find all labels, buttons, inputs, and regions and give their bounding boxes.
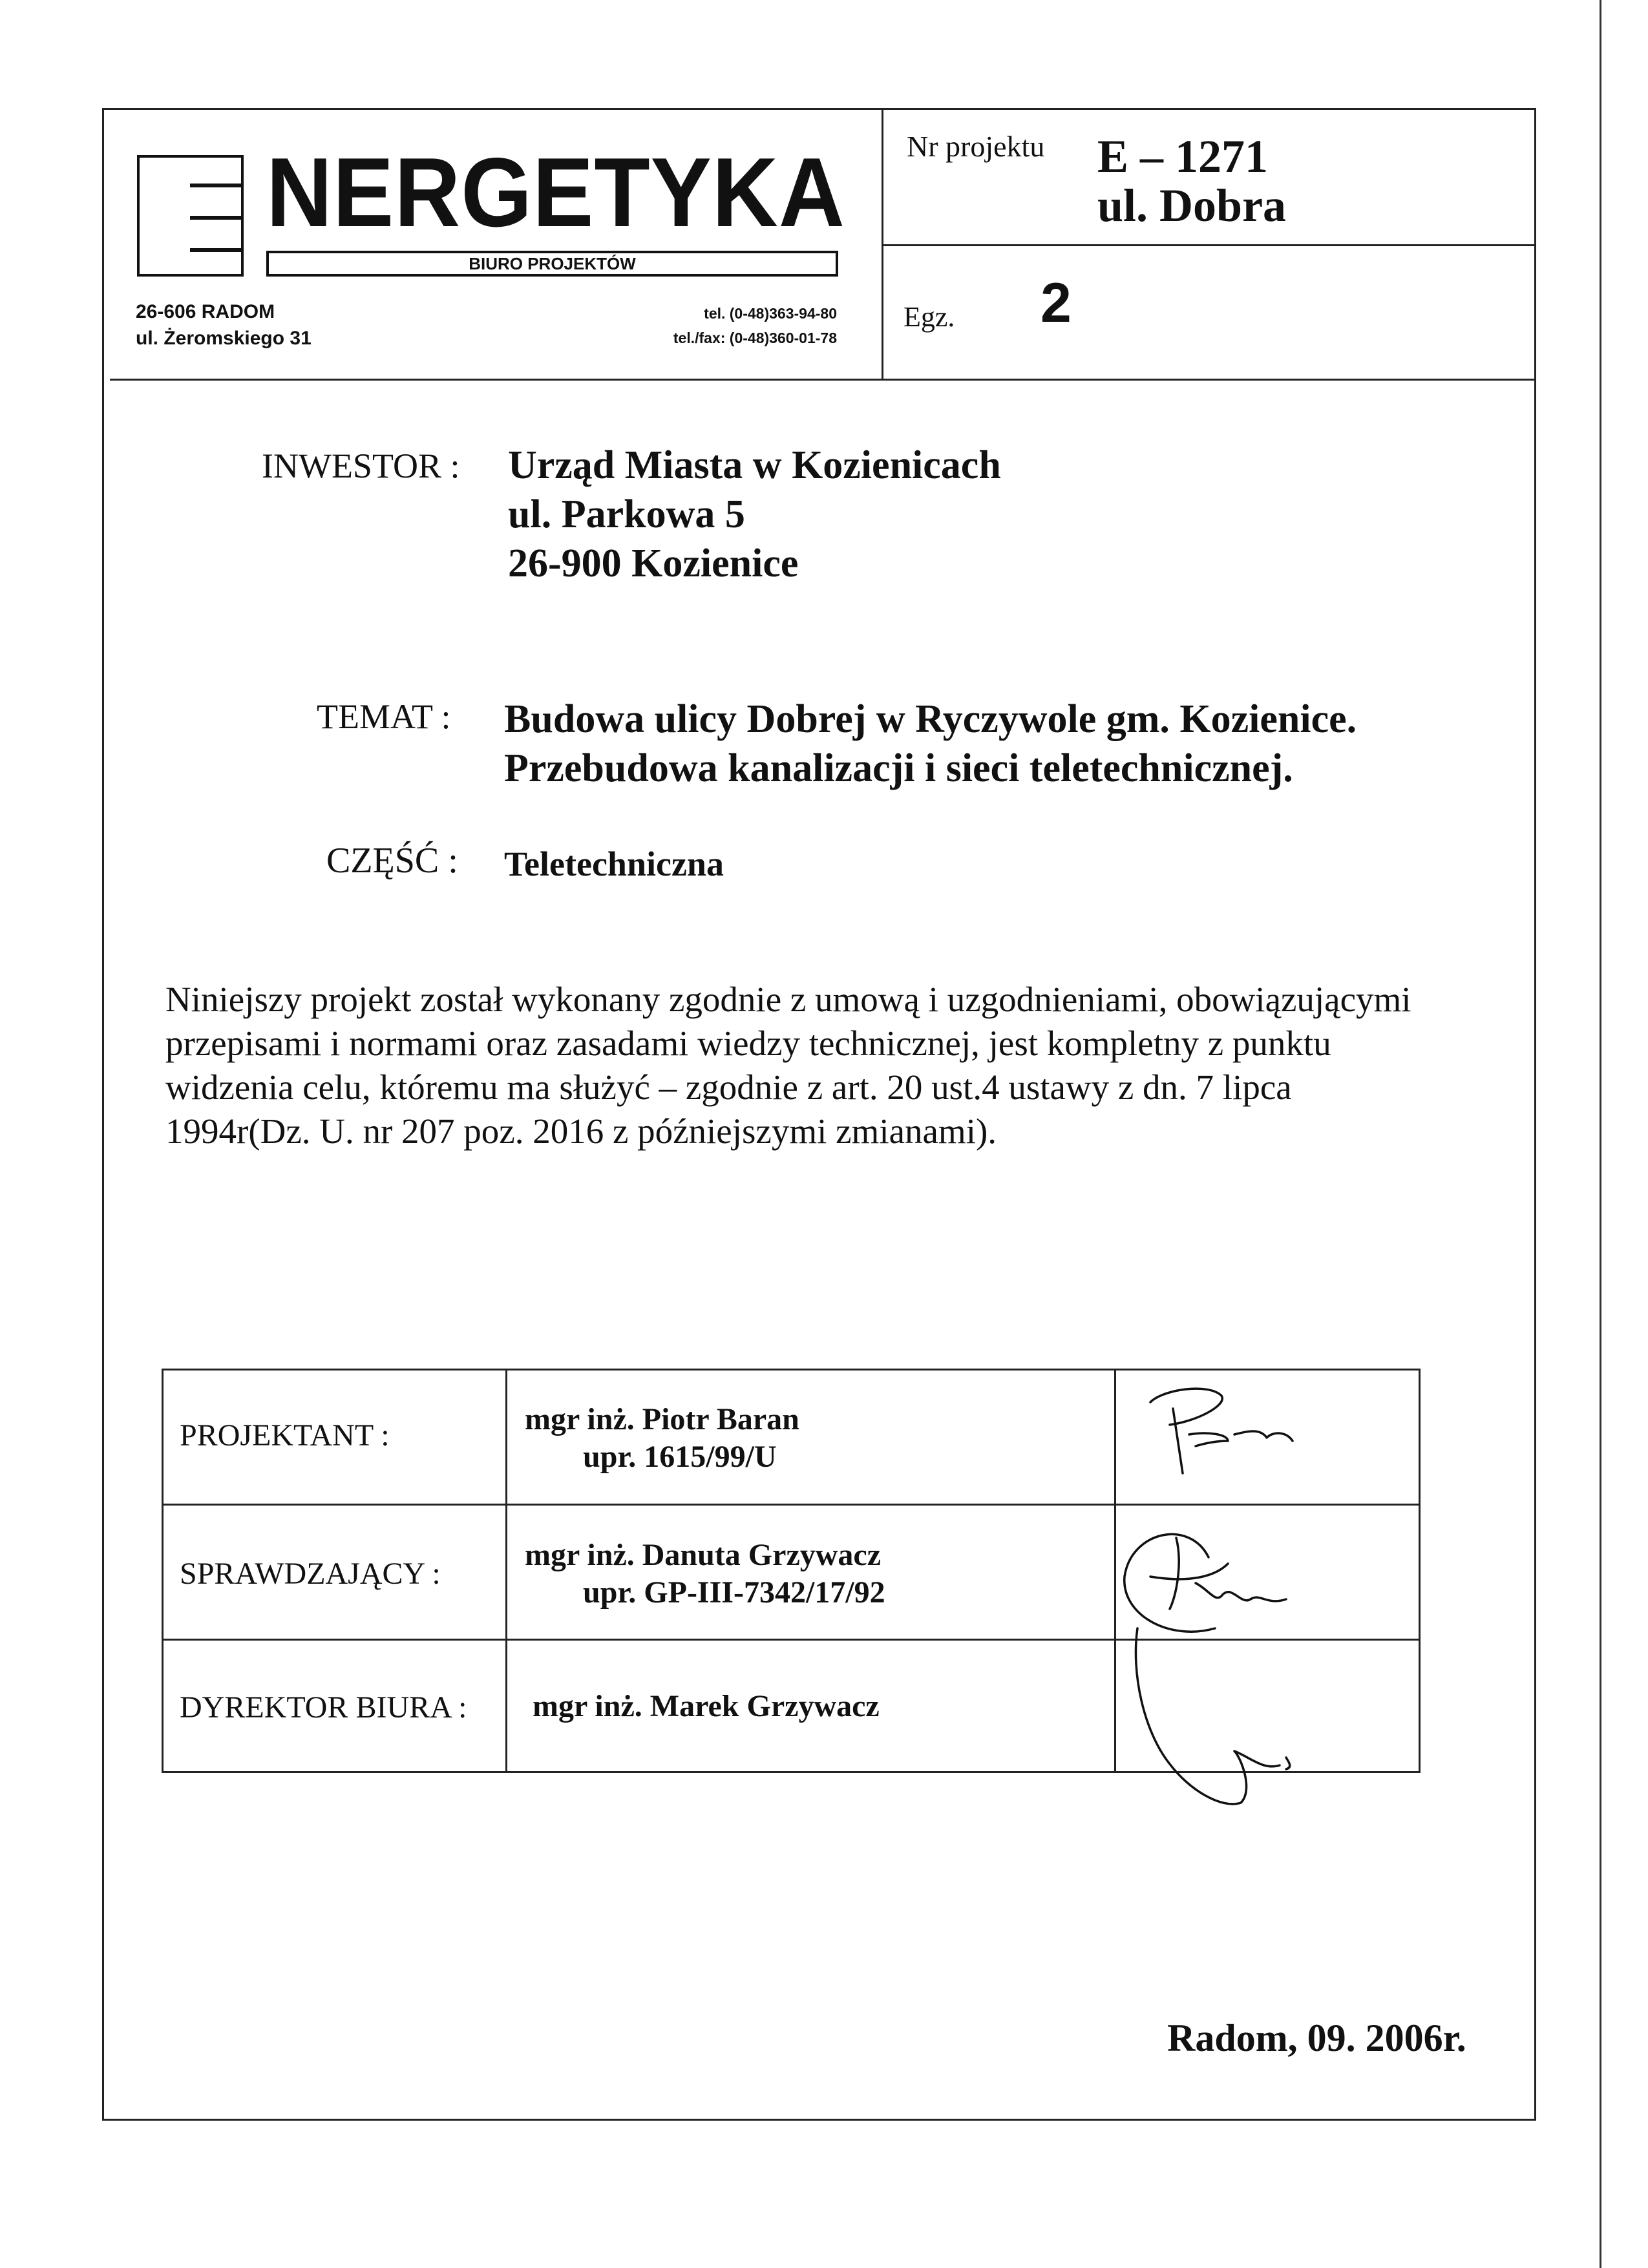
investor-label: INWESTOR : — [262, 446, 460, 485]
signature-designer — [1150, 1389, 1293, 1473]
subject-line1: Budowa ulicy Dobrej w Ryczywole gm. Kozienice. — [504, 697, 1357, 741]
header-column-divider — [882, 108, 883, 379]
office-address-line2: ul. Żeromskiego 31 — [136, 328, 312, 349]
approval-designer — [525, 1401, 799, 1476]
approval-checker-license: upr. GP-III-7342/17/92 — [583, 1575, 885, 1610]
investor-name: Urząd Miasta w Kozienicach — [508, 443, 1001, 487]
office-phone-line2: tel./fax: (0-48)360-01-78 — [673, 330, 837, 346]
company-logo-word: NERGETYKA — [266, 138, 845, 247]
approval-checker-name: mgr inż. Danuta Grzywacz — [525, 1538, 882, 1572]
investor-street: ul. Parkowa 5 — [508, 492, 745, 536]
approval-director-name: mgr inż. Marek Grzywacz — [533, 1689, 880, 1723]
investor-city: 26-900 Kozienice — [508, 541, 799, 585]
project-number — [1097, 132, 1286, 230]
copy-number: 2 — [1041, 272, 1072, 334]
subject-details — [504, 695, 1357, 793]
company-logo-subtitle: BIURO PROJEKTÓW — [266, 251, 838, 277]
place-and-date: Radom, 09. 2006r. — [1167, 2017, 1466, 2059]
approval-role-designer: PROJEKTANT : — [180, 1418, 390, 1453]
statement-line4: 1994r(Dz. U. nr 207 poz. 2016 z późniejszymi zmianami). — [165, 1111, 997, 1151]
company-logo-mark — [137, 155, 244, 277]
subject-line2: Przebudowa kanalizacji i sieci teletechnicznej. — [504, 746, 1293, 790]
signature-director — [1136, 1628, 1289, 1804]
office-phone — [582, 301, 837, 350]
header-divider — [110, 379, 1536, 381]
office-phone-line1: tel. (0-48)363-94-80 — [704, 305, 837, 322]
office-address-line1: 26-606 RADOM — [136, 301, 275, 322]
office-address — [136, 299, 312, 352]
approval-director — [533, 1688, 880, 1725]
approval-role-checker: SPRAWDZAJĄCY : — [180, 1557, 441, 1591]
signature-checker — [1125, 1534, 1286, 1632]
project-number-value: E – 1271 — [1097, 131, 1269, 182]
statement-line1: Niniejszy projekt został wykonany zgodnie z umową i uzgodnieniami, obowiązującymi — [165, 980, 1411, 1019]
approval-role-director: DYREKTOR BIURA : — [180, 1690, 467, 1725]
scan-edge — [1600, 0, 1601, 2268]
project-number-label: Nr projektu — [907, 130, 1045, 163]
part-value: Teletechniczna — [504, 845, 724, 883]
copy-label: Egz. — [903, 301, 955, 333]
statement-line2: przepisami i normami oraz zasadami wiedzy technicznej, jest kompletny z punktu — [165, 1024, 1331, 1063]
approval-designer-license: upr. 1615/99/U — [583, 1440, 777, 1474]
project-street: ul. Dobra — [1097, 179, 1287, 231]
handwritten-signatures — [1112, 1370, 1435, 1822]
header-right-divider — [882, 244, 1536, 246]
compliance-statement — [165, 978, 1497, 1153]
investor-details — [508, 441, 1001, 588]
approval-designer-name: mgr inż. Piotr Baran — [525, 1402, 799, 1436]
part-label: CZĘŚĆ : — [326, 841, 458, 881]
subject-label: TEMAT : — [317, 697, 451, 736]
statement-line3: widzenia celu, któremu ma służyć – zgodnie z art. 20 ust.4 ustawy z dn. 7 lipca — [165, 1067, 1292, 1107]
approval-checker — [525, 1537, 885, 1612]
